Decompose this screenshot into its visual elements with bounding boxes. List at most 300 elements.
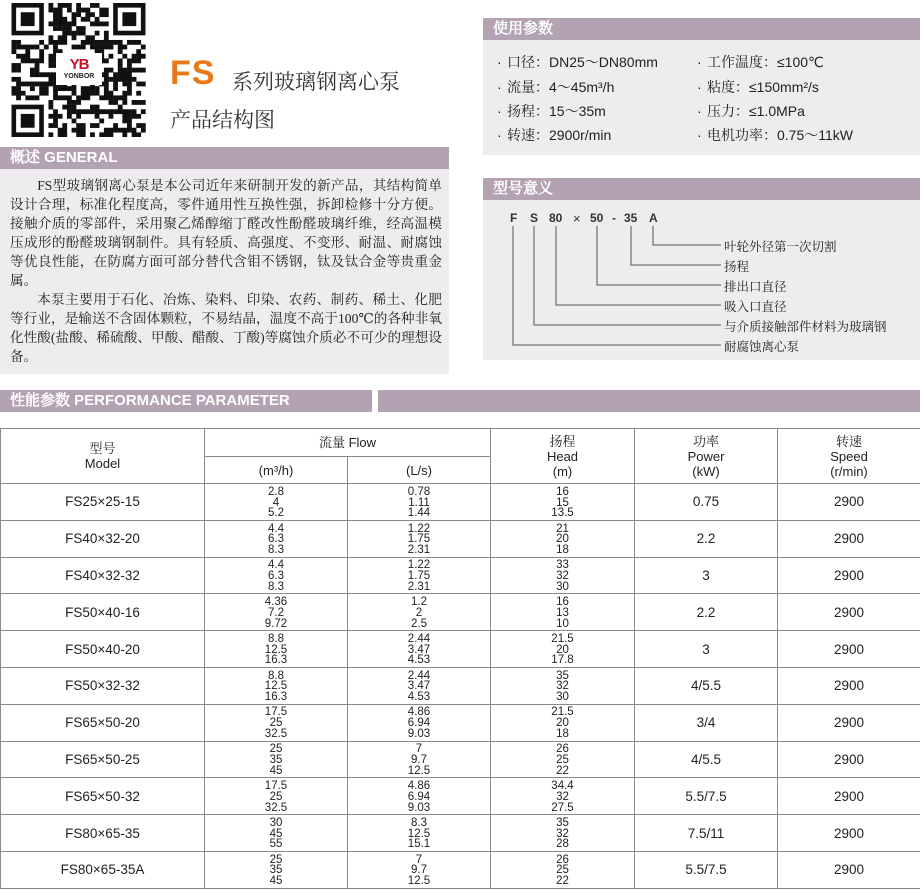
header-head-unit: (m) [552, 463, 573, 479]
qr-module [48, 114, 53, 119]
qr-module [118, 45, 123, 50]
qr-module [39, 49, 44, 54]
qr-module [25, 82, 30, 87]
cell-flow-m3h [205, 704, 348, 741]
qr-module [85, 8, 90, 13]
cell-flow-m3h-value: 4 [272, 496, 280, 509]
qr-module [95, 86, 100, 91]
cell-flow-ls-value: 2 [415, 606, 423, 619]
qr-finder-pattern [21, 114, 35, 128]
cell-head-value: 10 [556, 617, 569, 630]
qr-module [72, 35, 77, 40]
qr-module [85, 40, 90, 45]
qr-module [90, 12, 95, 17]
cell-head-value: 20 [556, 533, 569, 546]
qr-module [76, 128, 81, 133]
qr-module [104, 77, 109, 82]
qr-module [81, 31, 86, 36]
qr-module [113, 77, 118, 82]
model-desc-inlet-diameter: 吸入口直径 [724, 300, 787, 314]
qr-module [122, 82, 127, 87]
qr-module [16, 77, 21, 82]
qr-module [76, 95, 81, 100]
cell-flow-m3h-value: 35 [269, 864, 283, 877]
qr-module [122, 119, 127, 124]
qr-module [122, 54, 127, 59]
qr-module [109, 91, 114, 96]
qr-module [136, 82, 141, 87]
model-code-35: 35 [624, 211, 638, 225]
qr-module [95, 3, 100, 8]
header-speed [778, 429, 920, 484]
model-desc-pump-type: 耐腐蚀离心泵 [724, 340, 800, 354]
qr-module [48, 3, 53, 8]
qr-module [12, 77, 17, 82]
cell-flow-ls-value: 2.31 [407, 580, 431, 593]
model-code-80: 80 [549, 211, 563, 225]
usage-params-section-bar: 使用参数 [483, 18, 920, 40]
param-flow-text: 流量：4～45m³/h [507, 79, 615, 95]
qr-module [113, 109, 118, 114]
cell-flow-ls [348, 851, 491, 888]
qr-module [12, 91, 17, 96]
cell-flow-ls-value: 15.1 [407, 838, 431, 851]
cell-flow-m3h-value: 25 [269, 743, 283, 756]
qr-module [113, 82, 118, 87]
qr-module [104, 68, 109, 73]
qr-module [113, 123, 118, 128]
qr-module [136, 54, 141, 59]
qr-module [67, 21, 72, 26]
brand-logo [56, 53, 102, 85]
qr-module [58, 132, 63, 137]
qr-module [16, 82, 21, 87]
qr-module [90, 21, 95, 26]
cell-flow-m3h [205, 520, 348, 557]
qr-module [122, 114, 127, 119]
qr-module [95, 40, 100, 45]
cell-flow-m3h-value: 9.72 [264, 617, 288, 630]
qr-module [95, 123, 100, 128]
param-work-temp-text: 工作温度：≤100℃ [707, 54, 824, 70]
qr-module [118, 105, 123, 110]
qr-module [81, 123, 86, 128]
cell-model: FS80×65-35 [1, 815, 205, 852]
qr-module [99, 119, 104, 124]
qr-module [104, 82, 109, 87]
qr-module [122, 45, 127, 50]
qr-module [104, 72, 109, 77]
qr-module [72, 21, 77, 26]
qr-module [81, 40, 86, 45]
cell-flow-ls [348, 741, 491, 778]
qr-module [95, 21, 100, 26]
qr-module [127, 82, 132, 87]
model-desc-outlet-diameter: 排出口直径 [724, 280, 787, 294]
qr-module [30, 86, 35, 91]
param-head: · 扬程：15～35m [497, 103, 606, 119]
qr-module [85, 17, 90, 22]
qr-module [141, 45, 146, 50]
qr-module [104, 128, 109, 133]
qr-module [95, 91, 100, 96]
qr-module [81, 132, 86, 137]
cell-head-value: 35 [556, 669, 569, 682]
table-row [1, 815, 920, 852]
cell-head [491, 851, 635, 888]
model-desc-impeller-cut: 叶轮外径第一次切割 [724, 240, 837, 254]
qr-module [53, 21, 58, 26]
cell-head [491, 778, 635, 815]
general-paragraph-2: 本泵主要用于石化、冶炼、染料、印染、农药、制药、稀土、化肥等行业，是输送不含固体颗粒，不易结晶，温度不高于100℃的各种非氧化性酸(盐酸、稀硫酸、甲酸、醋酸、丁酸)等腐蚀介质必不可少的理想设备。 [10, 292, 442, 364]
qr-module [53, 86, 58, 91]
qr-module [53, 91, 58, 96]
qr-module [81, 91, 86, 96]
qr-module [21, 54, 26, 59]
cell-flow-m3h [205, 594, 348, 631]
qr-module [99, 12, 104, 17]
qr-module [132, 128, 137, 133]
qr-module [113, 128, 118, 133]
cell-flow-ls-value: 1.44 [407, 507, 431, 520]
cell-flow-ls [348, 594, 491, 631]
cell-model: FS40×32-32 [1, 557, 205, 594]
cell-flow-m3h [205, 851, 348, 888]
qr-module [67, 31, 72, 36]
cell-flow-ls-value: 3.47 [407, 680, 431, 693]
qr-module [48, 35, 53, 40]
header-flow-m3h: (m³/h) [205, 457, 348, 484]
qr-module [122, 109, 127, 114]
qr-module [53, 114, 58, 119]
qr-module [25, 45, 30, 50]
cell-flow-ls-value: 9.7 [411, 754, 427, 767]
qr-module [127, 114, 132, 119]
qr-module [136, 58, 141, 63]
qr-module [127, 58, 132, 63]
qr-module [12, 49, 17, 54]
qr-module [12, 63, 17, 68]
header-power [635, 429, 778, 484]
cell-flow-ls [348, 667, 491, 704]
cell-flow-m3h-value: 16.3 [264, 654, 288, 667]
qr-module [58, 21, 63, 26]
qr-module [39, 91, 44, 96]
param-pressure: · 压力：≤1.0MPa [697, 103, 805, 119]
cell-head [491, 741, 635, 778]
cell-speed: 2900 [778, 778, 920, 815]
cell-head-value: 22 [556, 764, 569, 777]
qr-module [85, 109, 90, 114]
cell-flow-m3h [205, 557, 348, 594]
qr-module [104, 12, 109, 17]
qr-module [53, 40, 58, 45]
qr-module [30, 68, 35, 73]
qr-module [30, 82, 35, 87]
qr-module [39, 40, 44, 45]
qr-module [72, 31, 77, 36]
qr-module [104, 31, 109, 36]
cell-flow-m3h-value: 17.5 [264, 706, 288, 719]
qr-module [58, 95, 63, 100]
qr-module [76, 123, 81, 128]
param-viscosity: · 粘度：≤150mm²/s [697, 79, 819, 95]
cell-head-value: 32 [556, 827, 569, 840]
qr-module [58, 128, 63, 133]
qr-module [136, 68, 141, 73]
header-speed-en: Speed [830, 448, 868, 464]
qr-module [113, 100, 118, 105]
qr-module [136, 49, 141, 54]
table-row [1, 520, 920, 557]
qr-module [48, 82, 53, 87]
cell-flow-m3h [205, 815, 348, 852]
header-flow-ls: (L/s) [348, 457, 491, 484]
performance-header-row-1 [1, 429, 920, 457]
qr-module [95, 17, 100, 22]
qr-module [21, 91, 26, 96]
cell-speed: 2900 [778, 741, 920, 778]
model-desc-head: 扬程 [724, 260, 750, 274]
qr-module [132, 100, 137, 105]
model-code-50: 50 [590, 211, 604, 225]
cell-flow-ls-value: 2.5 [411, 617, 427, 630]
qr-module [67, 95, 72, 100]
header-flow: 流量 Flow [205, 429, 491, 457]
table-row [1, 594, 920, 631]
cell-power: 3/4 [635, 704, 778, 741]
qr-module [109, 100, 114, 105]
qr-module [141, 82, 146, 87]
qr-module [81, 17, 86, 22]
qr-module [67, 26, 72, 31]
qr-module [58, 114, 63, 119]
cell-flow-ls-value: 4.53 [407, 654, 431, 667]
qr-module [16, 40, 21, 45]
qr-module [132, 68, 137, 73]
cell-head-value: 18 [556, 728, 569, 741]
table-row [1, 851, 920, 888]
cell-flow-ls-value: 12.5 [407, 827, 431, 840]
qr-module [81, 45, 86, 50]
cell-flow-m3h-value: 32.5 [264, 728, 288, 741]
qr-module [127, 63, 132, 68]
qr-module [90, 132, 95, 137]
cell-head-value: 20 [556, 717, 569, 730]
qr-module [95, 45, 100, 50]
qr-module [48, 63, 53, 68]
cell-flow-m3h [205, 741, 348, 778]
cell-flow-m3h-value: 7.2 [268, 606, 284, 619]
cell-flow-ls-value: 2.44 [407, 669, 431, 682]
cell-power: 4/5.5 [635, 667, 778, 704]
cell-flow-m3h-value: 16.3 [264, 691, 288, 704]
qr-module [132, 54, 137, 59]
cell-flow-ls-value: 4.86 [407, 706, 431, 719]
cell-flow-ls-value: 4.86 [407, 780, 431, 793]
qr-module [104, 21, 109, 26]
title-product-name: 系列玻璃钢离心泵 [232, 71, 400, 94]
qr-module [72, 86, 77, 91]
qr-module [118, 77, 123, 82]
qr-module [53, 17, 58, 22]
qr-module [58, 12, 63, 17]
cell-power: 3 [635, 557, 778, 594]
qr-module [76, 132, 81, 137]
qr-module [81, 8, 86, 13]
qr-module [67, 86, 72, 91]
qr-module [136, 123, 141, 128]
cell-flow-m3h-value: 25 [269, 717, 283, 730]
cell-flow-m3h-value: 32.5 [264, 801, 288, 814]
qr-module [136, 91, 141, 96]
qr-module [95, 105, 100, 110]
qr-module [99, 109, 104, 114]
cell-head-value: 25 [556, 754, 569, 767]
qr-finder-pattern [21, 12, 35, 26]
qr-module [35, 82, 40, 87]
qr-module [16, 86, 21, 91]
cell-flow-ls-value: 1.2 [411, 596, 427, 609]
qr-module [99, 132, 104, 137]
qr-module [30, 58, 35, 63]
qr-module [127, 86, 132, 91]
cell-flow-m3h-value: 30 [269, 816, 283, 829]
cell-flow-ls-value: 1.75 [407, 570, 431, 583]
cell-head-value: 34.4 [551, 780, 574, 793]
qr-module [109, 45, 114, 50]
qr-module [104, 58, 109, 63]
qr-module [48, 132, 53, 137]
qr-module [35, 58, 40, 63]
cell-head-value: 27.5 [551, 801, 574, 814]
performance-section-label: 性能参数 PERFORMANCE PARAMETER [0, 390, 372, 412]
qr-module [62, 105, 67, 110]
qr-module [39, 86, 44, 91]
qr-module [90, 105, 95, 110]
table-row [1, 667, 920, 704]
qr-module [48, 40, 53, 45]
qr-module [118, 40, 123, 45]
cell-head-value: 30 [556, 580, 569, 593]
qr-module [85, 91, 90, 96]
model-meaning-section-bar: 型号意义 [483, 178, 920, 200]
qr-module [90, 45, 95, 50]
qr-module [53, 109, 58, 114]
qr-module [127, 91, 132, 96]
qr-module [48, 105, 53, 110]
cell-model: FS40×32-20 [1, 520, 205, 557]
cell-speed: 2900 [778, 557, 920, 594]
qr-module [141, 123, 146, 128]
cell-head-value: 13.5 [551, 507, 574, 520]
qr-module [48, 58, 53, 63]
table-row [1, 631, 920, 668]
cell-head-value: 32 [556, 790, 569, 803]
general-description [10, 176, 442, 366]
qr-module [113, 95, 118, 100]
cell-head [491, 667, 635, 704]
qr-module [99, 8, 104, 13]
table-row [1, 557, 920, 594]
cell-speed: 2900 [778, 594, 920, 631]
qr-module [118, 109, 123, 114]
qr-module [67, 3, 72, 8]
cell-speed: 2900 [778, 815, 920, 852]
qr-module [85, 12, 90, 17]
cell-head-value: 33 [556, 559, 569, 572]
cell-power: 3 [635, 631, 778, 668]
qr-module [76, 26, 81, 31]
qr-module [30, 45, 35, 50]
cell-speed: 2900 [778, 667, 920, 704]
param-viscosity-text: 粘度：≤150mm²/s [707, 79, 819, 95]
cell-head-value: 35 [556, 816, 569, 829]
cell-power: 2.2 [635, 520, 778, 557]
qr-module [90, 123, 95, 128]
qr-module [118, 68, 123, 73]
qr-finder-pattern [122, 12, 136, 26]
qr-module [53, 12, 58, 17]
qr-module [58, 26, 63, 31]
qr-module [62, 31, 67, 36]
cell-flow-ls-value: 1.11 [408, 496, 430, 509]
qr-module [118, 128, 123, 133]
qr-module [113, 72, 118, 77]
cell-model: FS50×40-16 [1, 594, 205, 631]
header-model-cn: 型号 [89, 441, 116, 456]
qr-module [141, 68, 146, 73]
performance-table-body [1, 484, 920, 889]
qr-module [62, 128, 67, 133]
cell-head-value: 13 [556, 606, 569, 619]
qr-module [62, 21, 67, 26]
cell-power: 2.2 [635, 594, 778, 631]
cell-flow-m3h-value: 8.8 [268, 669, 284, 682]
cell-head-value: 21.5 [551, 632, 574, 645]
qr-module [12, 68, 17, 73]
qr-module [127, 119, 132, 124]
qr-module [99, 40, 104, 45]
qr-module [109, 109, 114, 114]
cell-flow-ls-value: 2.44 [407, 632, 431, 645]
qr-module [141, 54, 146, 59]
qr-module [12, 86, 17, 91]
cell-flow-ls [348, 778, 491, 815]
qr-module [53, 26, 58, 31]
qr-module [53, 8, 58, 13]
qr-module [95, 109, 100, 114]
qr-module [21, 58, 26, 63]
qr-module [141, 128, 146, 133]
cell-model: FS50×40-20 [1, 631, 205, 668]
qr-module [76, 109, 81, 114]
qr-module [104, 86, 109, 91]
header-model-en: Model [84, 456, 121, 471]
qr-module [35, 95, 40, 100]
table-row [1, 484, 920, 521]
cell-flow-ls-value: 9.7 [411, 864, 427, 877]
cell-head-value: 16 [556, 596, 569, 609]
qr-module [118, 58, 123, 63]
qr-module [35, 68, 40, 73]
leader-line-s [534, 226, 721, 325]
cell-speed: 2900 [778, 484, 920, 521]
cell-flow-ls-value: 6.94 [407, 717, 431, 730]
qr-module [76, 8, 81, 13]
qr-module [81, 86, 86, 91]
qr-module [21, 45, 26, 50]
